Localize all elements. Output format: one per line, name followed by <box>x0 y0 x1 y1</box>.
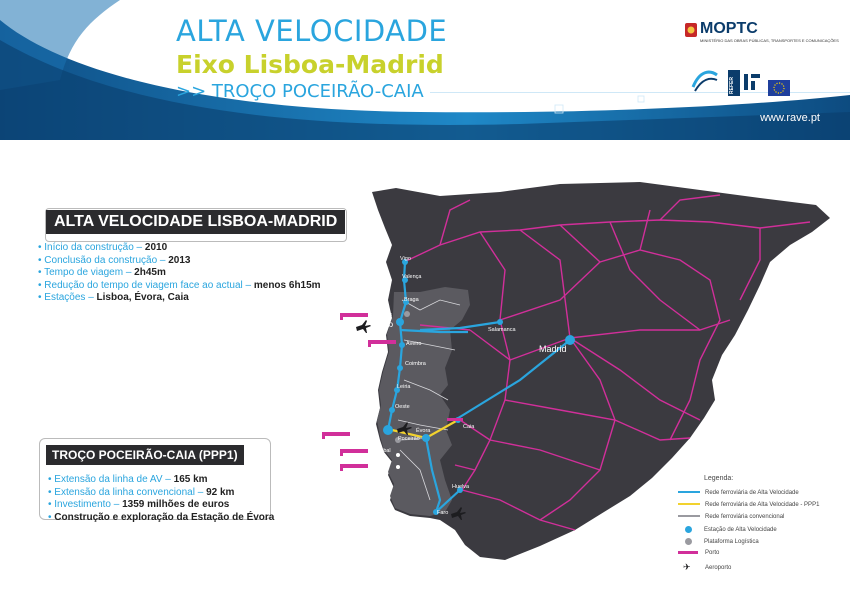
city-leixoes: Leixões <box>373 312 392 318</box>
title-line-3: >> TROÇO POCEIRÃO-CAIA <box>176 81 424 102</box>
legend-hsr: Rede ferroviária de Alta Velocidade <box>678 490 799 500</box>
city-faro: Faro <box>437 510 449 516</box>
legend-station-swatch <box>685 526 692 533</box>
legend-title: Legenda: <box>704 475 734 482</box>
title-line-1: ALTA VELOCIDADE <box>176 14 448 48</box>
legend-ppp1: Rede ferroviária de Alta Velocidade - PPP1 <box>678 502 819 512</box>
legend-port-swatch <box>678 551 698 554</box>
box2-title: TROÇO POCEIRÃO-CAIA (PPP1) <box>46 445 244 465</box>
legend-ppp1-swatch <box>678 503 700 505</box>
legend-conventional-swatch <box>678 515 700 517</box>
city-valenca: Valença <box>402 274 422 280</box>
city-braga: Braga <box>404 297 419 303</box>
box2-item: • Extensão da linha convencional – 92 km <box>48 486 235 498</box>
city-huelva: Huelva <box>452 484 470 490</box>
title-line-2: Eixo Lisboa-Madrid <box>176 50 444 79</box>
city-sines: Sines <box>372 463 386 469</box>
legend-logistics: Plataforma Logística <box>678 538 759 548</box>
website-url[interactable]: www.rave.pt <box>760 112 820 124</box>
legend-hsr-station: Estação de Alta Velocidade <box>678 526 777 536</box>
city-caia: Caia <box>463 424 475 430</box>
box1-item: • Tempo de viagem – 2h45m <box>38 267 166 278</box>
port-markers <box>322 313 463 471</box>
legend-logistics-swatch <box>685 538 692 545</box>
box1-title: ALTA VELOCIDADE LISBOA-MADRID <box>46 210 345 234</box>
city-aveiro: Aveiro <box>406 341 422 347</box>
legend-airport: ✈ Aeroporto <box>683 562 732 572</box>
city-coimbra: Coimbra <box>405 361 426 367</box>
city-madrid: Madrid <box>539 344 567 354</box>
city-porto: Porto <box>374 320 394 329</box>
legend-hsr-swatch <box>678 491 700 493</box>
logo-name: MOPTC <box>700 20 758 37</box>
city-oeste: Oeste <box>395 404 410 410</box>
city-lisboa: Lisboa <box>354 430 378 439</box>
logo-subtitle: MINISTÉRIO DAS OBRAS PÚBLICAS, TRANSPORTES E COMUNICAÇÕES <box>700 38 839 43</box>
city-setubal: Setúbal <box>372 448 391 454</box>
refer-label: REFER <box>729 77 735 94</box>
city-vigo: Vigo <box>400 256 411 262</box>
box2-item: • Extensão da linha de AV – 165 km <box>48 474 208 485</box>
legend-port: Porto <box>678 550 719 560</box>
box2-item: • Investimento – 1359 milhões de euros <box>48 499 230 510</box>
box1-item: • Estações – Lisboa, Évora, Caia <box>38 292 189 303</box>
city-poceirao: Poceirão <box>398 436 420 442</box>
box2-list <box>48 474 274 524</box>
legend-conventional: Rede ferroviária convencional <box>678 514 784 524</box>
box1-list <box>38 242 321 305</box>
box1-item: • Conclusão da construção – 2013 <box>38 254 191 266</box>
city-leiria: Leiria <box>397 384 411 390</box>
box2-item: • Construção e exploração da Estação de Évora <box>48 511 275 523</box>
city-evora: Évora <box>416 428 431 434</box>
box1-item: • Redução do tempo de viagem face ao actual – menos 6h15m <box>38 279 321 291</box>
box1-item: • Início da construção – 2010 <box>38 242 168 253</box>
city-salamanca: Salamanca <box>488 327 516 333</box>
airport-icon: ✈ <box>683 562 691 572</box>
